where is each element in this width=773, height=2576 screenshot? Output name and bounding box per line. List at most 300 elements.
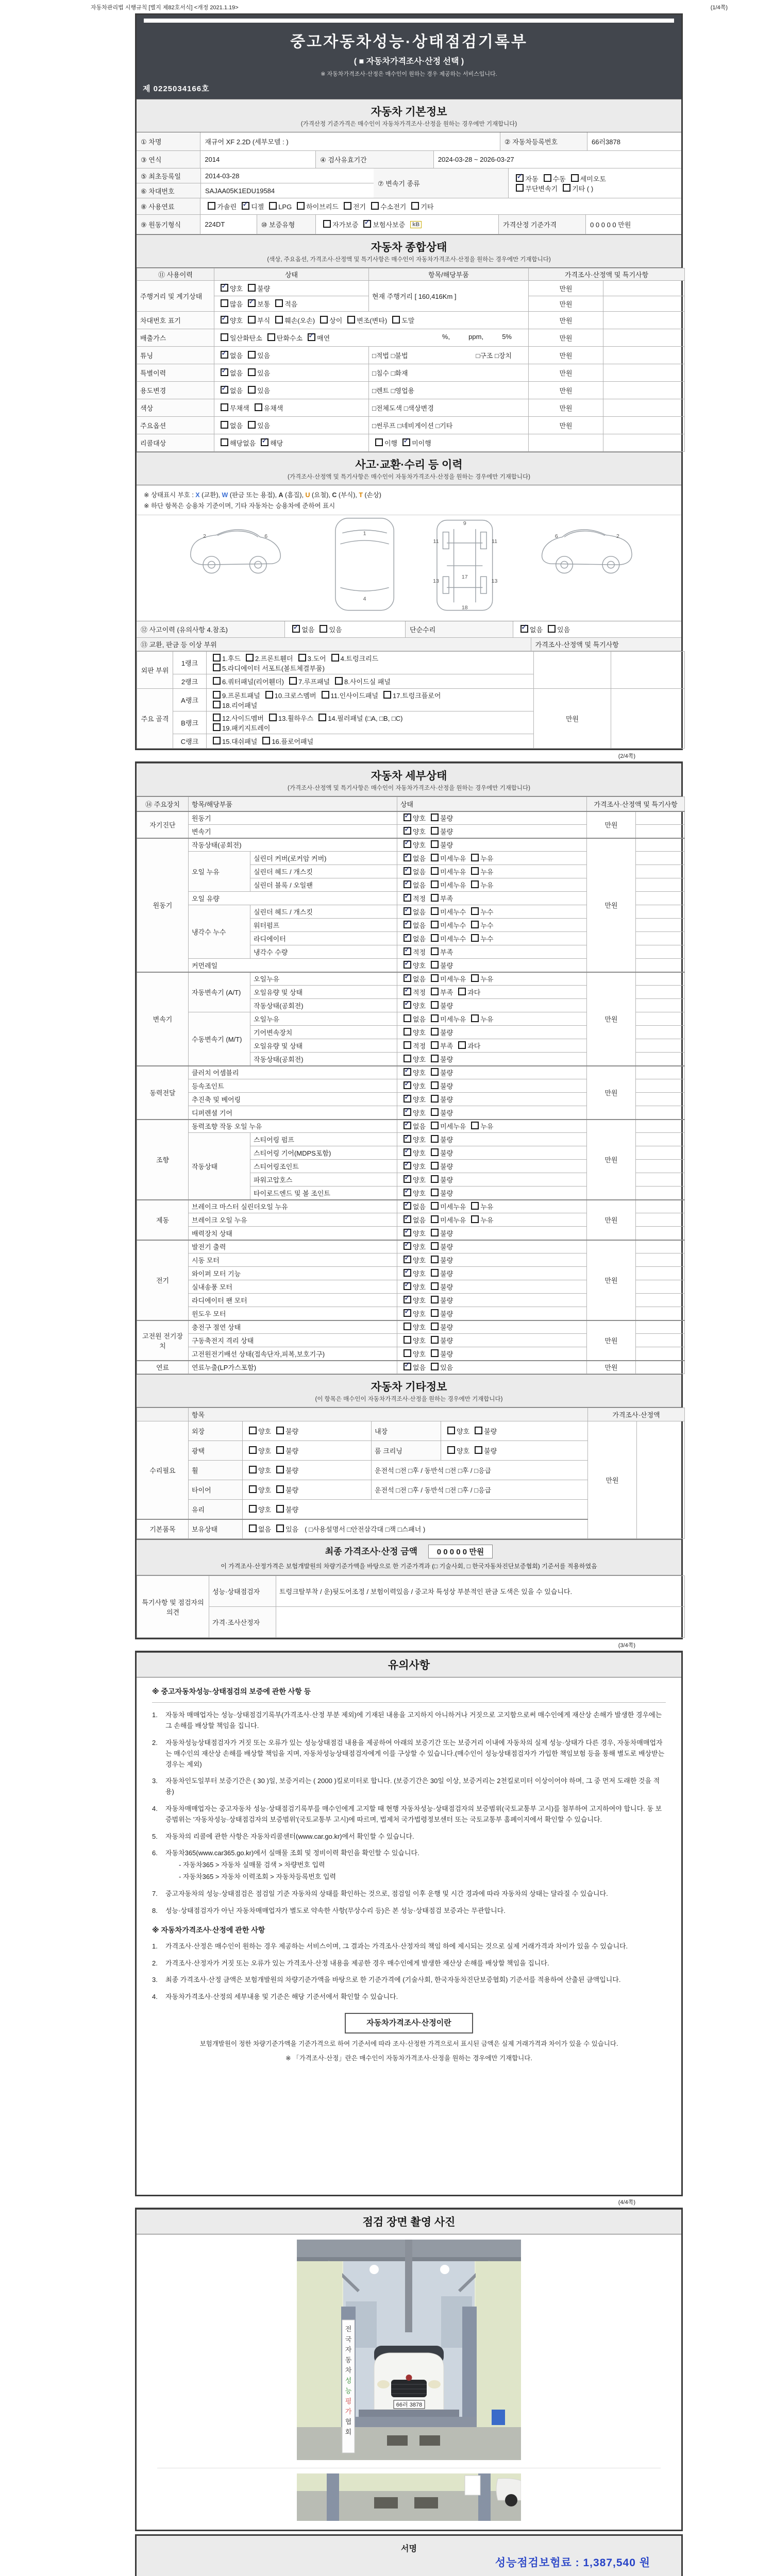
checkbox[interactable] bbox=[213, 691, 221, 699]
checkbox[interactable] bbox=[262, 737, 270, 744]
checkbox[interactable] bbox=[431, 814, 439, 821]
checkbox-label: 불량 bbox=[440, 1029, 453, 1037]
panel-group-label: 외판 부위 bbox=[137, 652, 173, 689]
checkbox[interactable] bbox=[248, 368, 256, 376]
checkbox[interactable] bbox=[276, 1524, 284, 1532]
checkbox[interactable] bbox=[431, 1309, 439, 1317]
checkbox[interactable] bbox=[431, 1175, 439, 1183]
checkbox[interactable] bbox=[213, 723, 221, 731]
checkbox-option bbox=[400, 841, 426, 849]
checkbox-label: 불량 bbox=[440, 1109, 453, 1117]
note-cell bbox=[636, 999, 685, 1012]
checkbox-option bbox=[217, 369, 243, 377]
checkbox[interactable] bbox=[404, 947, 411, 955]
checkbox[interactable] bbox=[548, 625, 556, 633]
checkbox[interactable] bbox=[431, 1323, 439, 1330]
checkbox[interactable] bbox=[208, 202, 215, 210]
item-label: 실린더 커버(로커암 커버) bbox=[250, 852, 397, 865]
checkbox-label: 불량 bbox=[285, 1486, 299, 1494]
checkbox[interactable] bbox=[289, 677, 297, 685]
checkbox-option bbox=[217, 387, 243, 395]
detail-row bbox=[137, 1320, 685, 1334]
checkbox[interactable] bbox=[431, 961, 439, 969]
checkbox-label: 세미오토 bbox=[580, 175, 606, 183]
checkbox[interactable] bbox=[471, 934, 479, 942]
checkbox[interactable] bbox=[471, 1202, 479, 1210]
notes-body bbox=[137, 1677, 681, 2195]
checkbox[interactable] bbox=[447, 1446, 455, 1454]
checkbox[interactable] bbox=[213, 654, 221, 662]
checkbox[interactable] bbox=[248, 284, 256, 292]
checkbox[interactable] bbox=[318, 714, 326, 721]
status-checks bbox=[397, 1294, 587, 1307]
status-checks bbox=[397, 1120, 587, 1133]
checkbox[interactable] bbox=[431, 1068, 439, 1076]
checkbox-label: 과다 bbox=[467, 1042, 481, 1050]
checkbox[interactable] bbox=[213, 677, 221, 685]
top-meta-line bbox=[91, 3, 728, 11]
item-label: 시동 모터 bbox=[189, 1253, 397, 1267]
checkbox[interactable] bbox=[320, 316, 328, 324]
checkbox[interactable] bbox=[431, 1122, 439, 1129]
checkbox[interactable] bbox=[392, 316, 400, 324]
checkbox-option bbox=[428, 975, 466, 983]
device-group-label: 동력전달 bbox=[137, 1066, 189, 1120]
checkbox[interactable] bbox=[404, 1189, 411, 1196]
checkbox-label: 미이행 bbox=[412, 439, 431, 447]
checkbox[interactable] bbox=[404, 921, 411, 928]
checkbox[interactable] bbox=[298, 654, 306, 662]
checkbox[interactable] bbox=[404, 974, 411, 982]
status-checks bbox=[397, 1066, 587, 1079]
checkbox[interactable] bbox=[404, 1363, 411, 1370]
checkbox-label: 있음 bbox=[257, 422, 271, 430]
checkbox-label: 부족 bbox=[440, 948, 453, 956]
row-label: 리콜대상 bbox=[137, 434, 214, 452]
checkbox[interactable] bbox=[335, 677, 343, 685]
checkbox[interactable] bbox=[516, 174, 524, 182]
field-label: ⑦ 변속기 종류 bbox=[374, 168, 509, 198]
checkbox[interactable] bbox=[375, 438, 383, 446]
checkbox-label: 양호 bbox=[457, 1447, 470, 1455]
checkbox[interactable] bbox=[363, 220, 371, 228]
checkbox-label: 적정 bbox=[413, 948, 426, 956]
checkbox-label: 3.도어 bbox=[307, 654, 326, 663]
checkbox[interactable] bbox=[221, 403, 228, 411]
note-cell bbox=[636, 1039, 685, 1053]
checkbox[interactable] bbox=[431, 1041, 439, 1049]
checkbox-option bbox=[428, 1056, 453, 1063]
checkbox[interactable] bbox=[221, 333, 228, 341]
checkbox-option bbox=[368, 201, 406, 211]
opinions-table bbox=[137, 1575, 685, 1638]
checkbox[interactable] bbox=[404, 1256, 411, 1263]
checkbox-option bbox=[273, 1467, 298, 1475]
checkbox[interactable] bbox=[431, 894, 439, 902]
field-value: 66러3878 bbox=[587, 132, 681, 151]
checkbox[interactable] bbox=[213, 701, 221, 708]
checkbox[interactable] bbox=[431, 1095, 439, 1103]
checkbox[interactable] bbox=[431, 840, 439, 848]
banner-char: 차 bbox=[345, 2366, 352, 2374]
checkbox-label: 없음 bbox=[301, 626, 315, 634]
note-cell bbox=[636, 838, 685, 852]
checkbox-label: 양호 bbox=[413, 1337, 426, 1345]
checkbox[interactable] bbox=[471, 921, 479, 928]
checkbox[interactable] bbox=[563, 184, 570, 192]
checkbox-option bbox=[400, 935, 426, 943]
checkbox[interactable] bbox=[404, 827, 411, 835]
checkbox[interactable] bbox=[276, 1446, 284, 1454]
status-checks bbox=[397, 1307, 587, 1320]
checkbox[interactable] bbox=[431, 867, 439, 875]
checkbox[interactable] bbox=[404, 1081, 411, 1089]
note-cell bbox=[637, 1421, 685, 1539]
checkbox[interactable] bbox=[249, 1446, 257, 1454]
checkbox-option bbox=[428, 1297, 453, 1304]
checkbox[interactable] bbox=[544, 174, 551, 182]
checkbox-label: 불량 bbox=[285, 1505, 299, 1514]
checkbox[interactable] bbox=[404, 840, 411, 848]
checkbox[interactable] bbox=[404, 1148, 411, 1156]
checkbox[interactable] bbox=[404, 1336, 411, 1344]
checkbox[interactable] bbox=[404, 1349, 411, 1357]
checkbox[interactable] bbox=[431, 1363, 439, 1370]
checkbox-option bbox=[205, 201, 237, 211]
item-label: 스티어링 펌프 bbox=[250, 1133, 397, 1146]
checkbox[interactable] bbox=[371, 202, 379, 210]
checkbox-label: 미세누수 bbox=[440, 908, 466, 916]
checkbox[interactable] bbox=[520, 625, 528, 633]
checkbox[interactable] bbox=[404, 907, 411, 915]
checkbox[interactable] bbox=[404, 1028, 411, 1036]
checkbox[interactable] bbox=[249, 1524, 257, 1532]
checkbox[interactable] bbox=[431, 1202, 439, 1210]
checkbox-option bbox=[444, 1428, 469, 1435]
checkbox-option bbox=[400, 1324, 426, 1331]
checkbox[interactable] bbox=[404, 1242, 411, 1250]
checkbox[interactable] bbox=[320, 625, 327, 633]
opinion-text: 트렁크탈부착 / 운)뒷도어조정 / 보험이력있음 / 중고차 특성상 부분적인 판금 도색은 있을 수 있습니다. bbox=[276, 1576, 685, 1607]
checkbox[interactable] bbox=[431, 1148, 439, 1156]
checkbox[interactable] bbox=[431, 1296, 439, 1303]
checkbox[interactable] bbox=[404, 1001, 411, 1009]
note-cell bbox=[636, 1120, 685, 1133]
checkbox[interactable] bbox=[471, 1014, 479, 1022]
checkbox[interactable] bbox=[404, 1323, 411, 1330]
checkbox[interactable] bbox=[471, 1122, 479, 1129]
checkbox-option bbox=[273, 1526, 298, 1533]
checkbox[interactable] bbox=[248, 386, 256, 394]
checkbox[interactable] bbox=[249, 1466, 257, 1473]
checkbox[interactable] bbox=[431, 907, 439, 915]
checkbox-label: 보통 bbox=[257, 300, 271, 308]
checkbox[interactable] bbox=[431, 1001, 439, 1009]
checkbox-option bbox=[380, 692, 441, 700]
checkbox[interactable] bbox=[404, 1229, 411, 1236]
checkbox-label: 없음 bbox=[413, 868, 426, 876]
checkbox[interactable] bbox=[431, 1162, 439, 1170]
checkbox-option bbox=[400, 1310, 426, 1318]
checkbox[interactable] bbox=[404, 1162, 411, 1170]
checkbox-label: 누유 bbox=[480, 868, 494, 876]
row-item: □렌트 □영업용 bbox=[369, 382, 529, 399]
etc-group-label: 기본품목 bbox=[137, 1519, 189, 1539]
checkbox-option bbox=[400, 1230, 426, 1238]
checkbox[interactable] bbox=[267, 333, 275, 341]
checkbox[interactable] bbox=[404, 1108, 411, 1116]
price-base-value: 0 0 0 0 0 만원 bbox=[586, 215, 681, 234]
checkbox[interactable] bbox=[431, 947, 439, 955]
checkbox[interactable] bbox=[411, 202, 419, 210]
checkbox-option bbox=[210, 702, 257, 709]
checkbox-option bbox=[266, 715, 313, 722]
checkbox[interactable] bbox=[431, 827, 439, 835]
checkbox[interactable] bbox=[249, 1427, 257, 1434]
status-checks bbox=[397, 838, 587, 852]
checkbox-label: 불량 bbox=[484, 1428, 497, 1435]
checkbox[interactable] bbox=[221, 284, 228, 292]
accident-history-checks bbox=[285, 621, 406, 638]
checkbox-option bbox=[210, 724, 270, 732]
checkbox[interactable] bbox=[297, 202, 305, 210]
checkbox[interactable] bbox=[404, 961, 411, 969]
checkbox[interactable] bbox=[404, 1041, 411, 1049]
note-cell bbox=[636, 1334, 685, 1347]
checkbox[interactable] bbox=[431, 1256, 439, 1263]
checkbox-label: 없음 bbox=[413, 1123, 426, 1131]
checkbox[interactable] bbox=[404, 1055, 411, 1062]
checkbox-label: 미세누유 bbox=[440, 1015, 466, 1023]
checkbox[interactable] bbox=[431, 1014, 439, 1022]
checkbox[interactable] bbox=[471, 907, 479, 915]
checkbox-option bbox=[217, 317, 243, 325]
status-checks bbox=[397, 1320, 587, 1334]
checkbox[interactable] bbox=[249, 1505, 257, 1513]
checkbox[interactable] bbox=[458, 988, 466, 995]
checkbox[interactable] bbox=[404, 1202, 411, 1210]
damage-diagram-svg bbox=[137, 515, 684, 618]
checkbox[interactable] bbox=[221, 438, 228, 446]
checkbox[interactable] bbox=[431, 1269, 439, 1277]
checkbox[interactable] bbox=[275, 316, 283, 324]
note-cell bbox=[636, 1307, 685, 1320]
checkbox-option bbox=[272, 300, 297, 308]
checkbox[interactable] bbox=[404, 1269, 411, 1277]
checkbox-option bbox=[246, 1526, 271, 1533]
checkbox[interactable] bbox=[331, 654, 339, 662]
checkbox[interactable] bbox=[404, 1282, 411, 1290]
checkbox[interactable] bbox=[213, 714, 221, 721]
checkbox[interactable] bbox=[404, 1296, 411, 1303]
checkbox[interactable] bbox=[571, 174, 579, 182]
checkbox[interactable] bbox=[404, 1175, 411, 1183]
checkbox[interactable] bbox=[404, 934, 411, 942]
checkbox[interactable] bbox=[347, 316, 355, 324]
checkbox[interactable] bbox=[255, 403, 262, 411]
checkbox[interactable] bbox=[404, 1095, 411, 1103]
checkbox[interactable] bbox=[471, 854, 479, 861]
banner-char: 능 bbox=[345, 2387, 352, 2395]
checkbox[interactable] bbox=[383, 691, 391, 699]
overall-row: 주요옵션 없음 있음 □썬루프 □네비게이션 □기타 만원 bbox=[137, 417, 685, 434]
checkbox[interactable] bbox=[404, 1309, 411, 1317]
note-cell bbox=[636, 852, 685, 865]
note-cell bbox=[636, 1253, 685, 1267]
checkbox[interactable] bbox=[221, 351, 228, 359]
checkbox-label: 탄화수소 bbox=[276, 334, 303, 342]
checkbox[interactable] bbox=[431, 921, 439, 928]
checkbox[interactable] bbox=[248, 351, 256, 359]
checkbox[interactable] bbox=[404, 988, 411, 995]
opinion-text bbox=[276, 1607, 685, 1638]
detail-row bbox=[137, 811, 685, 825]
detail-status-table bbox=[137, 796, 681, 1374]
checkbox[interactable] bbox=[292, 625, 300, 633]
checkbox[interactable] bbox=[269, 714, 277, 721]
checkbox[interactable] bbox=[276, 1505, 284, 1513]
photo2-svg bbox=[297, 2473, 521, 2521]
checkbox[interactable] bbox=[402, 438, 410, 446]
checkbox-label: 양호 bbox=[413, 1096, 426, 1104]
checkbox[interactable] bbox=[221, 299, 228, 307]
checkbox[interactable] bbox=[404, 867, 411, 875]
checkbox[interactable] bbox=[213, 737, 221, 744]
checkbox[interactable] bbox=[265, 691, 273, 699]
checkbox-label: 기타 bbox=[421, 203, 434, 211]
checkbox[interactable] bbox=[404, 1122, 411, 1129]
checkbox[interactable] bbox=[431, 880, 439, 888]
checkbox[interactable] bbox=[404, 1068, 411, 1076]
checkbox[interactable] bbox=[475, 1446, 482, 1454]
checkbox[interactable] bbox=[431, 1108, 439, 1116]
price-base-label: 가격산정 기준가격 bbox=[499, 215, 586, 234]
checkbox[interactable] bbox=[431, 1081, 439, 1089]
checkbox[interactable] bbox=[404, 1014, 411, 1022]
checkbox-option bbox=[400, 855, 426, 862]
checkbox[interactable] bbox=[431, 1215, 439, 1223]
note-cell bbox=[636, 1320, 685, 1334]
checkbox-option bbox=[217, 334, 262, 342]
item-label: 배력장치 상태 bbox=[189, 1227, 397, 1240]
checkbox-option bbox=[468, 935, 493, 943]
checkbox[interactable] bbox=[458, 1041, 466, 1049]
row-label: 튜닝 bbox=[137, 347, 214, 364]
checkbox[interactable] bbox=[404, 894, 411, 902]
checkbox[interactable] bbox=[404, 880, 411, 888]
checkbox-option bbox=[468, 1123, 493, 1130]
checkbox[interactable] bbox=[276, 1485, 284, 1493]
checkbox[interactable] bbox=[248, 421, 256, 429]
checkbox[interactable] bbox=[431, 1189, 439, 1196]
checkbox-label: 자가보증 bbox=[332, 221, 359, 229]
checkbox[interactable] bbox=[431, 1028, 439, 1036]
checkbox[interactable] bbox=[249, 1485, 257, 1493]
checkbox[interactable] bbox=[431, 854, 439, 861]
checkbox[interactable] bbox=[276, 1466, 284, 1473]
checkbox-option bbox=[294, 201, 339, 211]
checkbox[interactable] bbox=[431, 1282, 439, 1290]
checkbox[interactable] bbox=[323, 220, 331, 228]
checkbox[interactable] bbox=[246, 654, 254, 662]
checkbox[interactable] bbox=[221, 386, 228, 394]
checkbox[interactable] bbox=[404, 814, 411, 821]
checkbox-label: 17.트렁크플로어 bbox=[392, 691, 441, 700]
checkbox[interactable] bbox=[447, 1427, 455, 1434]
checkbox-label: 불량 bbox=[440, 1176, 453, 1184]
checkbox[interactable] bbox=[471, 880, 479, 888]
checkbox[interactable] bbox=[275, 299, 283, 307]
checkbox-label: 해당 bbox=[270, 439, 283, 447]
checkbox[interactable] bbox=[471, 974, 479, 982]
page-marker-4: (4/4쪽) bbox=[618, 2199, 635, 2206]
checkbox[interactable] bbox=[261, 438, 268, 446]
checkbox[interactable] bbox=[404, 1135, 411, 1143]
exchange-table bbox=[137, 651, 685, 749]
checkbox[interactable] bbox=[431, 1349, 439, 1357]
item-label: 룸 크리닝 bbox=[372, 1441, 441, 1461]
form-subtitle: ( ■ 자동차가격조사·산정 선택 ) bbox=[354, 57, 464, 66]
checkbox[interactable] bbox=[221, 368, 228, 376]
checkbox[interactable] bbox=[471, 1215, 479, 1223]
checkbox[interactable] bbox=[404, 1215, 411, 1223]
checkbox[interactable] bbox=[308, 333, 315, 341]
checkbox[interactable] bbox=[221, 316, 228, 324]
checkbox-option bbox=[428, 815, 453, 822]
price-cell: 만원 bbox=[587, 1200, 636, 1240]
item-label: 발전기 출력 bbox=[189, 1240, 397, 1253]
checkbox[interactable] bbox=[221, 421, 228, 429]
checkbox[interactable] bbox=[471, 867, 479, 875]
checkbox-label: 없음 bbox=[413, 975, 426, 984]
checkbox[interactable] bbox=[276, 1427, 284, 1434]
checkbox[interactable] bbox=[248, 299, 256, 307]
checkbox[interactable] bbox=[475, 1427, 482, 1434]
checkbox[interactable] bbox=[431, 988, 439, 995]
checkbox-label: 누유 bbox=[480, 855, 494, 862]
checkbox-label: 없음 bbox=[413, 935, 426, 943]
checkbox[interactable] bbox=[431, 1055, 439, 1062]
checkbox-option bbox=[239, 201, 264, 211]
checkbox[interactable] bbox=[344, 202, 351, 210]
checkbox[interactable] bbox=[322, 691, 329, 699]
checkbox-label: 무단변속기 bbox=[525, 184, 558, 193]
checkbox[interactable] bbox=[431, 1336, 439, 1344]
checkbox-label: 일산화탄소 bbox=[230, 334, 262, 342]
checkbox-label: 있음 bbox=[257, 387, 271, 395]
checkbox-label: 양호 bbox=[413, 1029, 426, 1037]
note-cell bbox=[636, 1106, 685, 1120]
checkbox-option bbox=[400, 1029, 426, 1037]
checkbox[interactable] bbox=[431, 1229, 439, 1236]
field-value: 2014 bbox=[200, 151, 316, 168]
checkbox-option bbox=[400, 828, 426, 836]
note-cell bbox=[636, 905, 685, 919]
checkbox-option bbox=[428, 1109, 453, 1117]
inspection-photo-2 bbox=[137, 2473, 681, 2523]
checkbox[interactable] bbox=[269, 202, 277, 210]
checkbox[interactable] bbox=[431, 974, 439, 982]
checkbox[interactable] bbox=[242, 202, 249, 210]
checkbox[interactable] bbox=[516, 184, 524, 192]
checkbox[interactable] bbox=[404, 854, 411, 861]
checkbox[interactable] bbox=[248, 316, 256, 324]
checkbox[interactable] bbox=[213, 664, 221, 671]
note-cell bbox=[636, 959, 685, 972]
checkbox[interactable] bbox=[431, 1135, 439, 1143]
checkbox[interactable] bbox=[431, 1242, 439, 1250]
checkbox[interactable] bbox=[431, 934, 439, 942]
